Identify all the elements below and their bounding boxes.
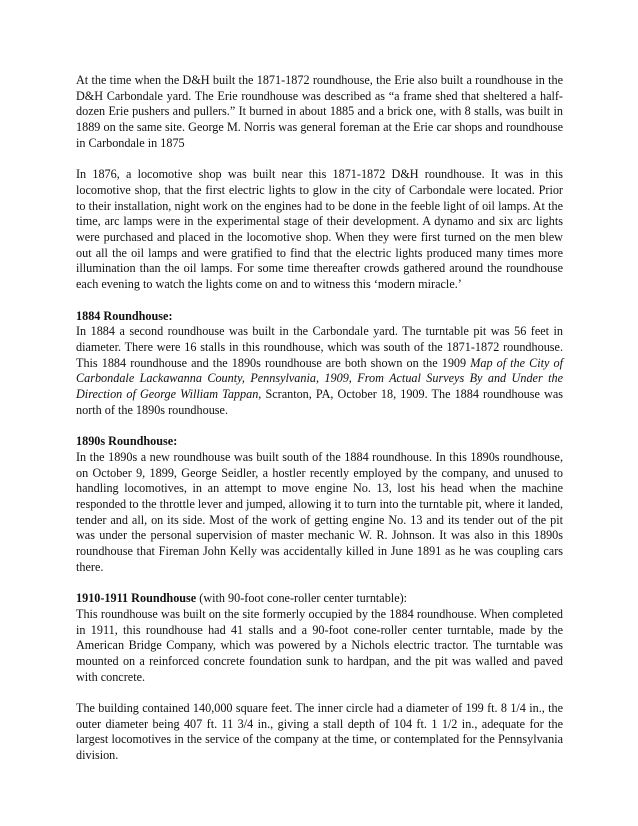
section-heading-line-1910 (76, 591, 563, 607)
map-title-italic: Map of the City of Carbondale Lackawanna County, Pennsylvania, 1909, From Actual Surveys By and Under the Direction of George William Tappan, (76, 355, 564, 402)
section-1910-roundhouse (76, 591, 563, 685)
section-text-1910: This roundhouse was built on the site formerly occupied by the 1884 roundhouse. When completed in 1911, this roundhouse had 41 stalls and a 90-foot cone-roller center turntable, made by the American Bridge Company, which was powered by a Nichols electric tractor. The turntable was mounted on a reinforced concrete foundation sunk to hardpan, and the pit was walled and paved with concrete. (76, 606, 563, 684)
paragraph-erie-roundhouse: At the time when the D&H built the 1871-1872 roundhouse, the Erie also built a roundhouse in the D&H Carbondale yard. The Erie roundhouse was described as “a frame shed that sheltered a half-dozen Erie pushers and pullers.” It burned in about 1885 and a brick one, with 8 stalls, was built in 1889 on the same site. George M. Norris was general foreman at the Erie car shops and roundhouse in Carbondale in 1875 (76, 73, 563, 150)
section-heading-1910-suffix: (with 90-foot cone-roller center turntable): (196, 591, 408, 606)
paragraph-locomotive-shop: In 1876, a locomotive shop was built near this 1871-1872 D&H roundhouse. It was in this locomotive shop, that the first electric lights to glow in the city of Carbondale were located. Prior to their installation, night work on the engines had to be done in the feeble light of oil lamps. At the time, arc lamps were in the experimental stage of their development. A dynamo and six arc lights were purchased and placed in the locomotive shop. When they were first turned on the men blew out all the oil lamps and were gratified to find that the electric lights produced many times more illumination than the oil lamps. For some time thereafter crowds gathered around the roundhouse each evening to watch the lights come on and to witness this ‘modern miracle.’ (76, 167, 563, 292)
section-heading-1884: 1884 Roundhouse: (76, 308, 173, 323)
section-text-1884-a: In 1884 a second roundhouse was built in the Carbondale yard. The turntable pit was 56 feet in diameter. There were 16 stalls in this roundhouse, which was south of the 1871-1872 roundhouse. This 1884 roundhouse and the 1890s roundhouse are both shown on the 1909 (76, 324, 563, 370)
document-page (76, 73, 563, 780)
paragraph-building-dimensions: The building contained 140,000 square feet. The inner circle had a diameter of 199 ft. 8 1/4 in., the outer diameter being 407 ft. 11 3/4 in., giving a stall depth of 104 ft. 1 1/2 in., adequate for the largest locomotives in the service of the company at the time, or contemplated for the Pennsylvania division. (76, 701, 563, 763)
section-text-1884 (76, 324, 563, 418)
section-heading-1910: 1910-1911 Roundhouse (76, 591, 197, 606)
section-1890s-roundhouse (76, 434, 563, 575)
section-heading-1890s: 1890s Roundhouse: (76, 434, 178, 449)
section-text-1890s: In the 1890s a new roundhouse was built south of the 1884 roundhouse. In this 1890s roundhouse, on October 9, 1899, George Seidler, a hostler recently employed by the company, and unused to handling locomotives, in an attempt to move engine No. 13, lost his head when the machine responded to the throttle lever and jumped, allowing it to turn into the turntable pit, where it landed, tender and all, on its side. Most of the work of getting engine No. 13 and its tender out of the pit was under the personal supervision of master mechanic W. R. Johnson. It was also in this 1890s roundhouse that Fireman John Kelly was accidentally killed in June 1891 as he was coupling cars there. (76, 449, 563, 574)
section-1884-roundhouse (76, 309, 563, 419)
section-text-1884-b: Scranton, PA, October 18, 1909. The 1884 roundhouse was north of the 1890s roundhouse. (76, 387, 563, 417)
